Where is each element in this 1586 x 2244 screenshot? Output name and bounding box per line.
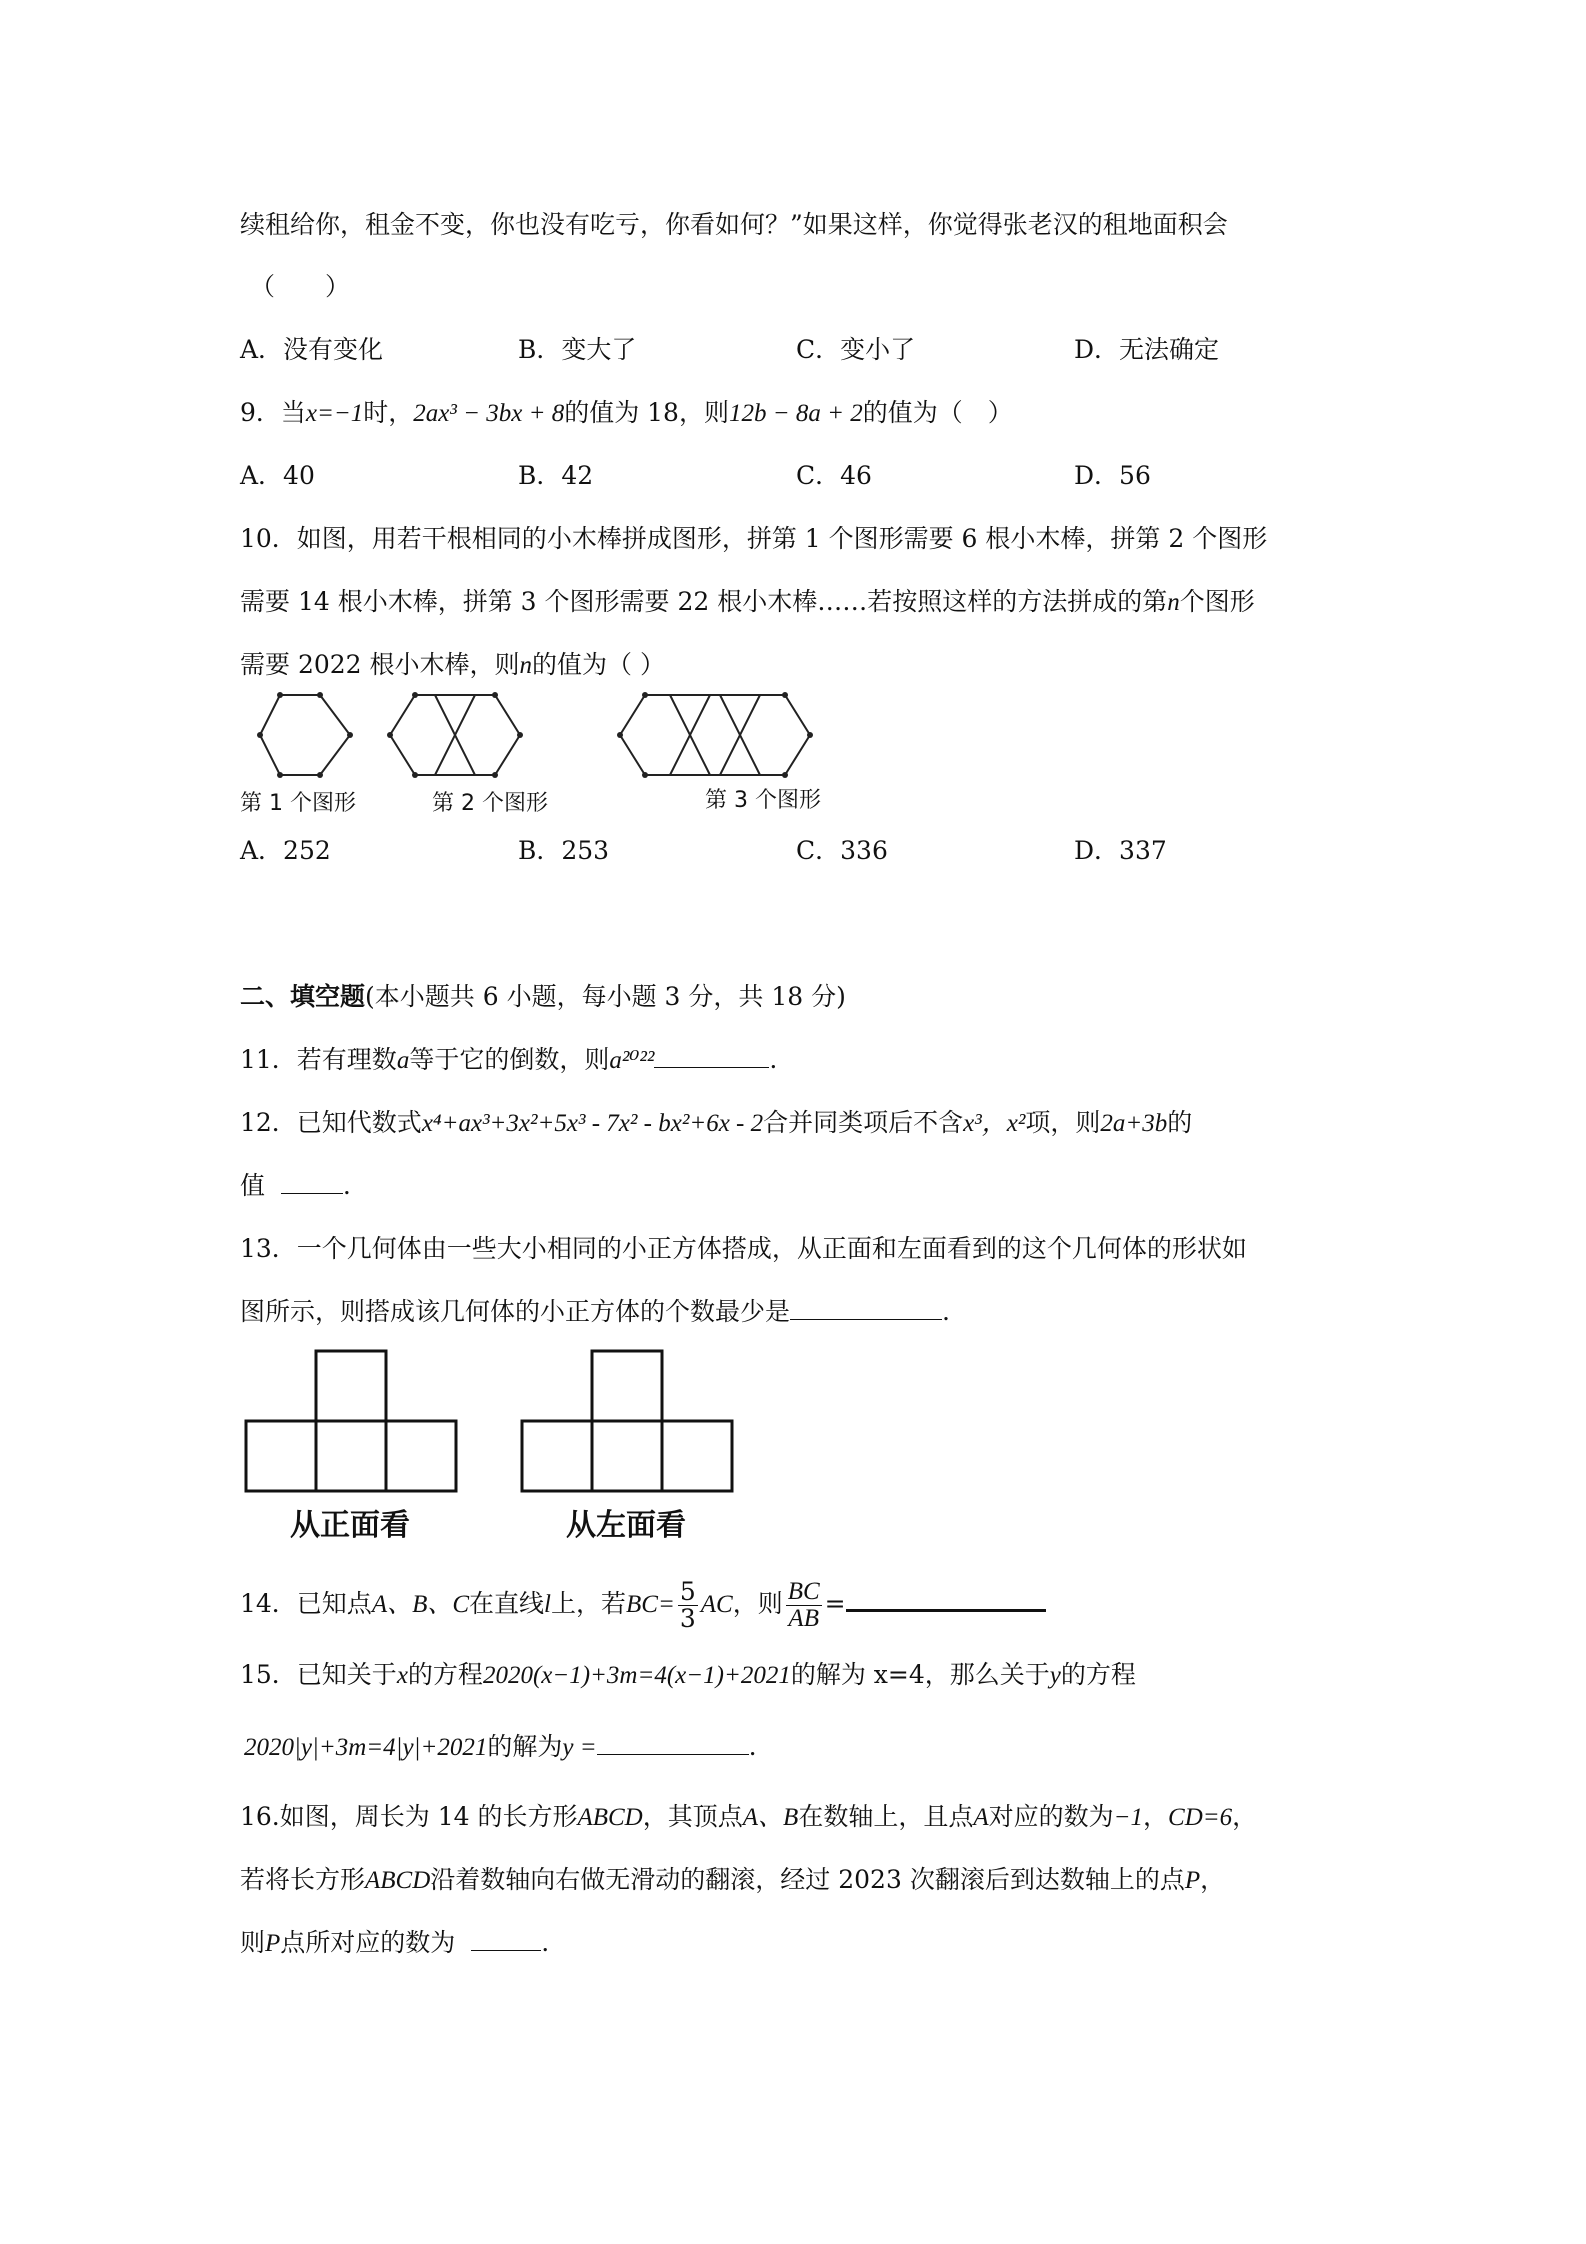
q10-option-d: D．337 <box>1074 836 1167 865</box>
q9-x-value: x=−1 <box>305 400 364 427</box>
q16-p2: P <box>265 1930 281 1957</box>
q13-end: . <box>942 1297 950 1326</box>
q10-figure-label-2: 第 2 个图形 <box>432 791 548 816</box>
q10-n2: n <box>519 652 533 679</box>
q12-target: 2a+3b <box>1100 1110 1168 1137</box>
q12-end: . <box>342 1171 351 1200</box>
q10-line3-a: 需要 2022 根小木棒，则 <box>240 650 520 679</box>
q12-text <box>240 1106 1192 1141</box>
q14-points: A、B、C <box>371 1591 470 1618</box>
q12-terms: x³，x² <box>963 1110 1026 1137</box>
q14-mid: 在直线 <box>469 1589 545 1618</box>
q11-prefix: 11．若有理数 <box>240 1045 397 1074</box>
q16-a: A <box>973 1804 989 1831</box>
q15-answer-blank[interactable] <box>597 1732 749 1755</box>
q15-mid3: 的解为 <box>487 1732 563 1761</box>
q16-line1-c: 在数轴上，且点 <box>798 1802 974 1831</box>
front-view <box>246 1351 456 1491</box>
q16-line1-e: ， <box>1143 1802 1169 1831</box>
q9-tail: 的值为（ ） <box>862 398 1013 427</box>
q16-line2-c: ， <box>1200 1865 1226 1894</box>
q14-eq: = <box>824 1589 846 1618</box>
section2-title: 二、填空题 <box>240 982 366 1011</box>
q12-line2 <box>240 1169 351 1203</box>
q16-line2-b: 沿着数轴向右做无滑动的翻滚，经过 2023 次翻滚后到达数轴上的点 <box>430 1865 1185 1894</box>
q10-line3 <box>240 648 665 683</box>
q11-power: a²⁰²² <box>609 1047 655 1074</box>
section2-heading <box>240 980 846 1014</box>
q9-mid1: 时， <box>363 398 414 427</box>
q12-expression: x⁴+ax³+3x²+5x³ - 7x² - bx²+6x - 2 <box>421 1110 764 1137</box>
q12-mid2: 项，则 <box>1025 1108 1101 1137</box>
q16-neg1: −1 <box>1113 1804 1143 1831</box>
q15-y: y <box>1049 1662 1061 1689</box>
q15-x: x <box>396 1662 408 1689</box>
q16-p: P <box>1184 1867 1201 1894</box>
q16-abcd: ABCD <box>577 1804 643 1831</box>
q9-text <box>240 396 1013 431</box>
hexagon-1 <box>260 695 350 775</box>
q13-front-view-label: 从正面看 <box>290 1508 410 1543</box>
q10-option-c: C．336 <box>796 836 888 865</box>
q16-end: . <box>541 1928 550 1957</box>
q9-mid2: 的值为 18，则 <box>564 398 729 427</box>
q16-line3-b: 点所对应的数为 <box>280 1928 456 1957</box>
q15-tail: 的方程 <box>1060 1660 1136 1689</box>
q16-line1-d: 对应的数为 <box>988 1802 1114 1831</box>
q16-answer-blank[interactable] <box>471 1928 541 1951</box>
q13-line2 <box>240 1295 950 1329</box>
q14-ac: AC <box>700 1591 733 1618</box>
q14-mid2: 上，若 <box>551 1589 627 1618</box>
q8-option-b: B．变大了 <box>518 335 637 364</box>
q13-left-view-label: 从左面看 <box>566 1508 686 1543</box>
q12-tail: 的 <box>1167 1108 1193 1137</box>
q16-line3-a: 则 <box>240 1928 266 1957</box>
q14-ratio-den: AB <box>788 1605 819 1632</box>
q15-end: . <box>748 1732 757 1761</box>
q15-mid2: 的解为 x=4，那么关于 <box>790 1660 1050 1689</box>
q15-prefix: 15．已知关于 <box>240 1660 397 1689</box>
q16-line1-b: ，其顶点 <box>642 1802 743 1831</box>
q8-text: 续租给你，租金不变，你也没有吃亏，你看如何？”如果这样，你觉得张老汉的租地面积会 <box>240 210 1228 239</box>
q14-answer-blank[interactable] <box>846 1587 1046 1612</box>
q12-mid: 合并同类项后不含 <box>763 1108 964 1137</box>
q10-figure-label-1: 第 1 个图形 <box>240 791 356 816</box>
q12-line2-text: 值 <box>240 1171 266 1200</box>
q10-line1: 10．如图，用若干根相同的小木棒拼成图形，拼第 1 个图形需要 6 根小木棒，拼第 2 个图形 <box>240 524 1268 553</box>
q16-cd: CD=6 <box>1168 1804 1233 1831</box>
q16-line2 <box>240 1863 1225 1898</box>
q16-line2-a: 若将长方形 <box>240 1865 366 1894</box>
q12-answer-blank[interactable] <box>281 1171 343 1194</box>
q15-line1 <box>240 1658 1136 1693</box>
q8-answer-paren: （ ） <box>250 272 351 301</box>
q13-views-figure <box>240 1348 760 1498</box>
q10-option-b: B．253 <box>518 836 610 865</box>
q10-line3-b: 的值为（ ） <box>532 650 665 679</box>
hexagon-chain-3 <box>620 695 810 775</box>
q10-line2 <box>240 585 1255 620</box>
q13-line2-text: 图所示，则搭成该几何体的小正方体的个数最少是 <box>240 1297 791 1326</box>
q13-line1: 13．一个几何体由一些大小相同的小正方体搭成，从正面和左面看到的这个几何体的形状如 <box>240 1234 1247 1263</box>
q13-answer-blank[interactable] <box>790 1297 942 1320</box>
q16-line1 <box>240 1800 1257 1835</box>
q14-ratio <box>786 1579 822 1632</box>
q11-tail: . <box>769 1045 778 1074</box>
q12-prefix: 12．已知代数式 <box>240 1108 422 1137</box>
q14-fraction <box>678 1579 698 1632</box>
q15-equation2: 2020|y|+3m=4|y|+2021 <box>244 1734 488 1761</box>
q15-equation: 2020(x−1)+3m=4(x−1)+2021 <box>482 1662 791 1689</box>
q15-line2 <box>244 1730 757 1765</box>
q9-option-d: D．56 <box>1074 461 1151 490</box>
q10-option-a: A．252 <box>240 836 331 865</box>
q14-text <box>240 1574 1046 1635</box>
q8-option-a: A．没有变化 <box>240 335 384 364</box>
q14-l: l <box>544 1591 551 1618</box>
q14-mid3: ，则 <box>732 1589 783 1618</box>
q16-ab: A、B <box>742 1804 799 1831</box>
q10-line2-a: 需要 14 根小木棒，拼第 3 个图形需要 22 根小木棒……若按照这样的方法拼成的第 <box>240 587 1168 616</box>
q10-line2-b: 个图形 <box>1179 587 1255 616</box>
q11-mid: 等于它的倒数，则 <box>409 1045 610 1074</box>
q9-prefix: 9．当 <box>240 398 306 427</box>
q14-prefix: 14．已知点 <box>240 1589 372 1618</box>
q9-expression: 2ax³ − 3bx + 8 <box>413 400 565 427</box>
q14-frac-den: 3 <box>679 1604 696 1633</box>
q14-frac-num: 5 <box>679 1577 696 1606</box>
q11-a: a <box>396 1047 410 1074</box>
q10-n: n <box>1167 589 1180 616</box>
q16-abcd2: ABCD <box>365 1867 431 1894</box>
q8-option-c: C．变小了 <box>796 335 916 364</box>
q16-line3 <box>240 1926 549 1961</box>
q11-answer-blank[interactable] <box>654 1045 769 1068</box>
q16-line1-a: 16.如图，周长为 14 的长方形 <box>240 1802 578 1831</box>
q16-line1-f: ， <box>1232 1802 1258 1831</box>
q9-expression2: 12b − 8a + 2 <box>728 400 863 427</box>
q9-option-c: C．46 <box>796 461 872 490</box>
q10-figure-label-3: 第 3 个图形 <box>705 788 821 813</box>
q11-text <box>240 1043 777 1078</box>
left-view <box>522 1351 732 1491</box>
q9-option-a: A．40 <box>240 461 315 490</box>
section2-note: (本小题共 6 小题，每小题 3 分，共 18 分) <box>365 982 846 1011</box>
q14-bc: BC= <box>626 1591 675 1618</box>
q9-option-b: B．42 <box>518 461 594 490</box>
q14-ratio-num: BC <box>787 1578 820 1605</box>
q15-mid: 的方程 <box>407 1660 483 1689</box>
q15-y-eq: y = <box>562 1734 597 1761</box>
q8-option-d: D．无法确定 <box>1074 335 1220 364</box>
